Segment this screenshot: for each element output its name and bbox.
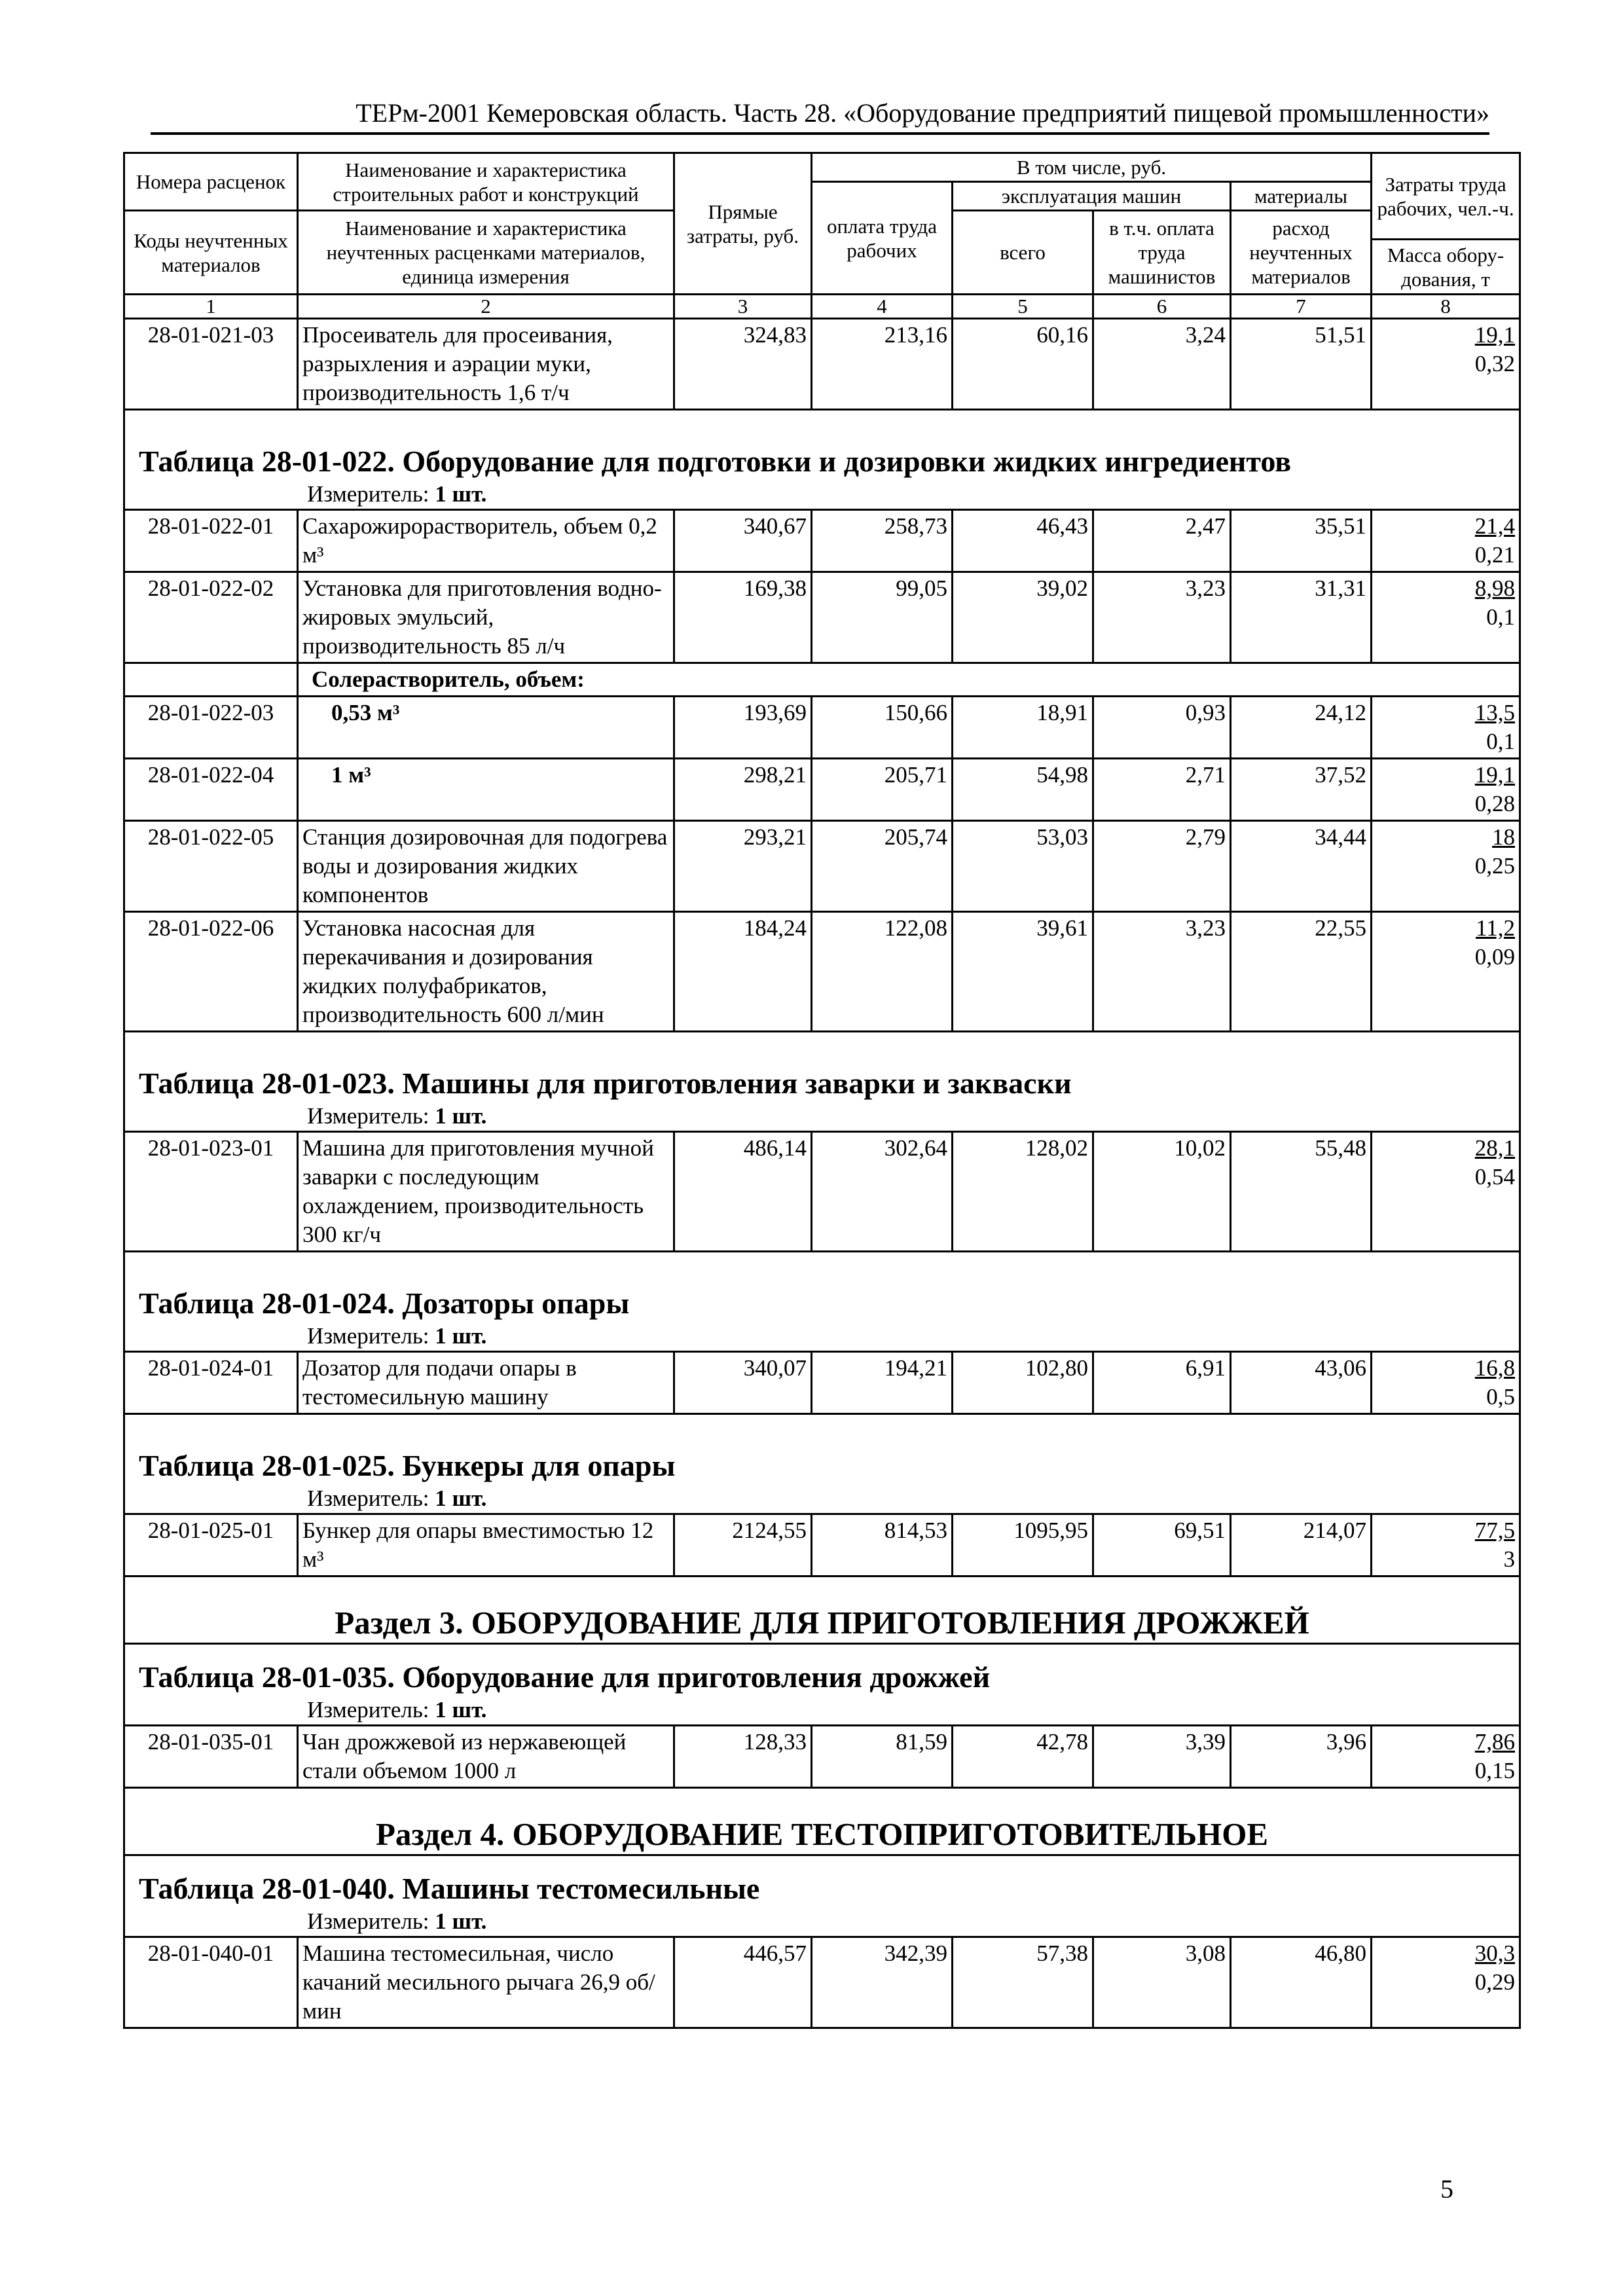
- direct-cost: 2124,55: [674, 1514, 812, 1576]
- col-6-header: в т.ч. оплата труда машинистов: [1093, 211, 1231, 295]
- column-number: 4: [812, 295, 953, 319]
- column-number: 6: [1093, 295, 1231, 319]
- machines-total: 102,80: [953, 1352, 1093, 1414]
- table-title: Таблица 28-01-035. Оборудование для приготовления дрожжей: [139, 1660, 991, 1694]
- machinist-labor: 3,23: [1093, 912, 1231, 1032]
- equipment-mass: 0,25: [1474, 853, 1516, 879]
- rate-code: 28-01-022-06: [124, 912, 298, 1032]
- machines-total: 57,38: [953, 1937, 1093, 2028]
- measure-label: Измеритель:: [307, 1908, 429, 1934]
- measure-value: 1 шт.: [435, 1103, 487, 1129]
- direct-cost: 293,21: [674, 821, 812, 912]
- table-title: Таблица 28-01-025. Бункеры для опары: [139, 1449, 676, 1482]
- machinist-labor: 3,08: [1093, 1937, 1231, 2028]
- labor-cost: 205,74: [812, 821, 953, 912]
- section-title: Раздел 3. ОБОРУДОВАНИЕ ДЛЯ ПРИГОТОВЛЕНИЯ ДРОЖЖЕЙ: [335, 1605, 1309, 1641]
- labor-cost: 194,21: [812, 1352, 953, 1414]
- labor-cost: 122,08: [812, 912, 953, 1032]
- table-row: [124, 759, 1520, 821]
- measure-label: Измеритель:: [307, 1697, 429, 1722]
- equipment-mass: 0,28: [1474, 791, 1516, 816]
- materials-cost: 3,96: [1231, 1726, 1372, 1788]
- measure-unit: [125, 480, 1519, 509]
- equipment-mass: 0,32: [1474, 351, 1516, 376]
- labor-and-mass-cell: [1372, 759, 1520, 821]
- work-name: Просеиватель для просеивания, разрыхления и аэрации муки, производительность 1,6 т/ч: [298, 319, 674, 410]
- estimate-table: [123, 152, 1521, 2029]
- col-7-header: расход неучтенных материалов: [1231, 211, 1372, 295]
- machines-total: 53,03: [953, 821, 1093, 912]
- machines-total: 54,98: [953, 759, 1093, 821]
- machinist-labor: 69,51: [1093, 1514, 1231, 1576]
- table-row: [124, 1352, 1520, 1414]
- section-title: Раздел 4. ОБОРУДОВАНИЕ ТЕСТОПРИГОТОВИТЕЛЬНОЕ: [375, 1816, 1269, 1852]
- column-number: 1: [124, 295, 298, 319]
- labor-and-mass-cell: [1372, 1937, 1520, 2028]
- labor-and-mass-cell: [1372, 572, 1520, 663]
- machines-total: 18,91: [953, 697, 1093, 759]
- equipment-mass: 0,54: [1474, 1164, 1516, 1190]
- materials-cost: 31,31: [1231, 572, 1372, 663]
- table-title: Таблица 28-01-024. Дозаторы опары: [139, 1286, 630, 1320]
- measure-value: 1 шт.: [435, 481, 487, 507]
- measure-label: Измеритель:: [307, 481, 429, 507]
- direct-cost: 486,14: [674, 1132, 812, 1252]
- materials-cost: 51,51: [1231, 319, 1372, 410]
- labor-hours: 21,4: [1474, 513, 1516, 539]
- table-row: [124, 1726, 1520, 1788]
- rate-code: 28-01-022-04: [124, 759, 298, 821]
- labor-hours: 11,2: [1476, 915, 1516, 941]
- machinist-labor: 3,24: [1093, 319, 1231, 410]
- labor-hours: 28,1: [1474, 1135, 1516, 1161]
- machines-total: 1095,95: [953, 1514, 1093, 1576]
- labor-hours: 7,86: [1474, 1729, 1516, 1755]
- direct-cost: 193,69: [674, 697, 812, 759]
- machines-total: 128,02: [953, 1132, 1093, 1252]
- rate-code: 28-01-035-01: [124, 1726, 298, 1788]
- labor-hours: 19,1: [1474, 762, 1516, 788]
- col-4-header: оплата труда рабочих: [812, 182, 953, 295]
- labor-cost: 205,71: [812, 759, 953, 821]
- rate-code: 28-01-023-01: [124, 1132, 298, 1252]
- machinist-labor: 2,79: [1093, 821, 1231, 912]
- labor-cost: 213,16: [812, 319, 953, 410]
- direct-cost: 184,24: [674, 912, 812, 1032]
- section-title-row: [124, 1788, 1520, 1855]
- table-title-row: [124, 1252, 1520, 1352]
- table-title: Таблица 28-01-022. Оборудование для подготовки и дозировки жидких ингредиентов: [139, 445, 1292, 478]
- measure-label: Измеритель:: [307, 1485, 429, 1511]
- materials-cost: 24,12: [1231, 697, 1372, 759]
- table-title-row: [124, 1855, 1520, 1937]
- labor-and-mass-cell: [1372, 510, 1520, 572]
- col-8-header-top: Затраты труда рабочих, чел.-ч.: [1372, 153, 1520, 240]
- measure-value: 1 шт.: [435, 1697, 487, 1722]
- direct-cost: 446,57: [674, 1937, 812, 2028]
- labor-and-mass-cell: [1372, 912, 1520, 1032]
- materials-cost: 37,52: [1231, 759, 1372, 821]
- measure-value: 1 шт.: [435, 1323, 487, 1349]
- labor-and-mass-cell: [1372, 821, 1520, 912]
- rate-code: 28-01-022-02: [124, 572, 298, 663]
- column-number: 5: [953, 295, 1093, 319]
- estimate-table-wrapper: [123, 152, 1519, 2029]
- table-title: Таблица 28-01-023. Машины для приготовления заварки и закваски: [139, 1066, 1072, 1100]
- equipment-mass: 0,1: [1486, 729, 1516, 754]
- equipment-mass: 0,21: [1474, 542, 1516, 568]
- labor-hours: 19,1: [1474, 322, 1516, 348]
- labor-cost: 342,39: [812, 1937, 953, 2028]
- equipment-mass: 0,29: [1474, 1969, 1516, 1995]
- machinist-labor: 3,39: [1093, 1726, 1231, 1788]
- table-row: [124, 319, 1520, 410]
- work-name: Сахарожирорастворитель, объем 0,2 м³: [298, 510, 674, 572]
- labor-and-mass-cell: [1372, 1514, 1520, 1576]
- included-group-header: В том числе, руб.: [812, 153, 1372, 182]
- machines-total: 42,78: [953, 1726, 1093, 1788]
- measure-unit: [125, 1322, 1519, 1351]
- machinist-labor: 10,02: [1093, 1132, 1231, 1252]
- work-name: Установка насосная для перекачивания и дозирования жидких полуфабрикатов, производительность 600 л/мин: [298, 912, 674, 1032]
- rate-code: 28-01-021-03: [124, 319, 298, 410]
- table-row: [124, 912, 1520, 1032]
- labor-hours: 18: [1492, 824, 1516, 850]
- rate-code: 28-01-025-01: [124, 1514, 298, 1576]
- subheading-row: [124, 663, 1520, 697]
- labor-cost: 81,59: [812, 1726, 953, 1788]
- machinist-labor: 6,91: [1093, 1352, 1231, 1414]
- materials-cost: 55,48: [1231, 1132, 1372, 1252]
- labor-and-mass-cell: [1372, 1726, 1520, 1788]
- table-title: Таблица 28-01-040. Машины тестомесильные: [139, 1872, 760, 1905]
- table-title-row: [124, 410, 1520, 510]
- machines-group-header: эксплуатация машин: [953, 182, 1231, 211]
- labor-and-mass-cell: [1372, 1352, 1520, 1414]
- equipment-mass: 3: [1503, 1546, 1516, 1572]
- materials-cost: 46,80: [1231, 1937, 1372, 2028]
- labor-cost: 99,05: [812, 572, 953, 663]
- table-title-row: [124, 1644, 1520, 1726]
- labor-and-mass-cell: [1372, 319, 1520, 410]
- rate-code: 28-01-022-03: [124, 697, 298, 759]
- work-name: 0,53 м³: [298, 697, 674, 759]
- machines-total: 39,02: [953, 572, 1093, 663]
- equipment-mass: 0,15: [1474, 1758, 1516, 1783]
- table-row: [124, 821, 1520, 912]
- measure-label: Измеритель:: [307, 1103, 429, 1129]
- col-1-header-bottom: Коды неучтенных материалов: [124, 211, 298, 295]
- table-body: [124, 319, 1520, 2028]
- materials-cost: 43,06: [1231, 1352, 1372, 1414]
- column-number: 3: [674, 295, 812, 319]
- measure-value: 1 шт.: [435, 1485, 487, 1511]
- labor-hours: 77,5: [1474, 1518, 1516, 1543]
- labor-cost: 302,64: [812, 1132, 953, 1252]
- measure-value: 1 шт.: [435, 1908, 487, 1934]
- direct-cost: 128,33: [674, 1726, 812, 1788]
- labor-and-mass-cell: [1372, 1132, 1520, 1252]
- direct-cost: 324,83: [674, 319, 812, 410]
- machinist-labor: 2,71: [1093, 759, 1231, 821]
- measure-unit: [125, 1907, 1519, 1936]
- section-title-row: [124, 1576, 1520, 1644]
- direct-cost: 298,21: [674, 759, 812, 821]
- materials-cost: 22,55: [1231, 912, 1372, 1032]
- equipment-mass: 0,09: [1474, 944, 1516, 970]
- machines-total: 46,43: [953, 510, 1093, 572]
- labor-hours: 16,8: [1474, 1355, 1516, 1381]
- rate-code: 28-01-024-01: [124, 1352, 298, 1414]
- measure-unit: [125, 1696, 1519, 1724]
- column-number: 2: [298, 295, 674, 319]
- col-1-header-top: Номера расценок: [124, 153, 298, 211]
- machinist-labor: 2,47: [1093, 510, 1231, 572]
- labor-and-mass-cell: [1372, 697, 1520, 759]
- machines-total: 39,61: [953, 912, 1093, 1032]
- materials-cost: 35,51: [1231, 510, 1372, 572]
- work-name: Машина тестомесильная, число качаний месильного рычага 26,9 об/мин: [298, 1937, 674, 2028]
- machinist-labor: 3,23: [1093, 572, 1231, 663]
- col-3-header: Прямые затраты, руб.: [674, 153, 812, 295]
- column-numbers-row: [124, 295, 1520, 319]
- work-name: Станция дозировочная для подогрева воды и дозирования жидких компонентов: [298, 821, 674, 912]
- subheading: Солерастворитель, объем:: [298, 663, 1520, 697]
- table-row: [124, 1132, 1520, 1252]
- work-name: 1 м³: [298, 759, 674, 821]
- measure-label: Измеритель:: [307, 1323, 429, 1349]
- table-row: [124, 572, 1520, 663]
- direct-cost: 340,07: [674, 1352, 812, 1414]
- labor-hours: 8,98: [1474, 575, 1516, 601]
- column-number: 7: [1231, 295, 1372, 319]
- page-header: ТЕРм-2001 Кемеровская область. Часть 28. «Оборудование предприятий пищевой промышленности»: [151, 97, 1489, 135]
- labor-hours: 30,3: [1474, 1941, 1516, 1966]
- col-2-header-bottom: Наименование и характеристика неучтенных расценками материалов, единица измерения: [298, 211, 674, 295]
- table-title-row: [124, 1032, 1520, 1132]
- table-row: [124, 510, 1520, 572]
- work-name: Машина для приготовления мучной заварки с последующим охлаждением, производительность 300 кг/ч: [298, 1132, 674, 1252]
- column-number: 8: [1372, 295, 1520, 319]
- col-8-header-bottom: Масса обору-дования, т: [1372, 240, 1520, 295]
- col-2-header-top: Наименование и характеристика строительных работ и конструкций: [298, 153, 674, 211]
- page-number: 5: [1440, 2174, 1453, 2204]
- measure-unit: [125, 1484, 1519, 1513]
- col-5-header: всего: [953, 211, 1093, 295]
- rate-code: 28-01-022-01: [124, 510, 298, 572]
- machines-total: 60,16: [953, 319, 1093, 410]
- rate-code: 28-01-040-01: [124, 1937, 298, 2028]
- equipment-mass: 0,5: [1486, 1384, 1516, 1410]
- materials-group-header: материалы: [1231, 182, 1372, 211]
- labor-cost: 814,53: [812, 1514, 953, 1576]
- table-row: [124, 1514, 1520, 1576]
- machinist-labor: 0,93: [1093, 697, 1231, 759]
- work-name: Установка для приготовления водно-жировых эмульсий, производительность 85 л/ч: [298, 572, 674, 663]
- materials-cost: 214,07: [1231, 1514, 1372, 1576]
- labor-hours: 13,5: [1474, 700, 1516, 725]
- equipment-mass: 0,1: [1486, 604, 1516, 630]
- table-row: [124, 697, 1520, 759]
- table-row: [124, 1937, 1520, 2028]
- labor-cost: 258,73: [812, 510, 953, 572]
- rate-code: 28-01-022-05: [124, 821, 298, 912]
- materials-cost: 34,44: [1231, 821, 1372, 912]
- work-name: Чан дрожжевой из нержавеющей стали объемом 1000 л: [298, 1726, 674, 1788]
- measure-unit: [125, 1102, 1519, 1131]
- work-name: Бункер для опары вместимостью 12 м³: [298, 1514, 674, 1576]
- direct-cost: 169,38: [674, 572, 812, 663]
- work-name: Дозатор для подачи опары в тестомесильную машину: [298, 1352, 674, 1414]
- table-title-row: [124, 1414, 1520, 1514]
- table-header: [124, 153, 1520, 319]
- labor-cost: 150,66: [812, 697, 953, 759]
- direct-cost: 340,67: [674, 510, 812, 572]
